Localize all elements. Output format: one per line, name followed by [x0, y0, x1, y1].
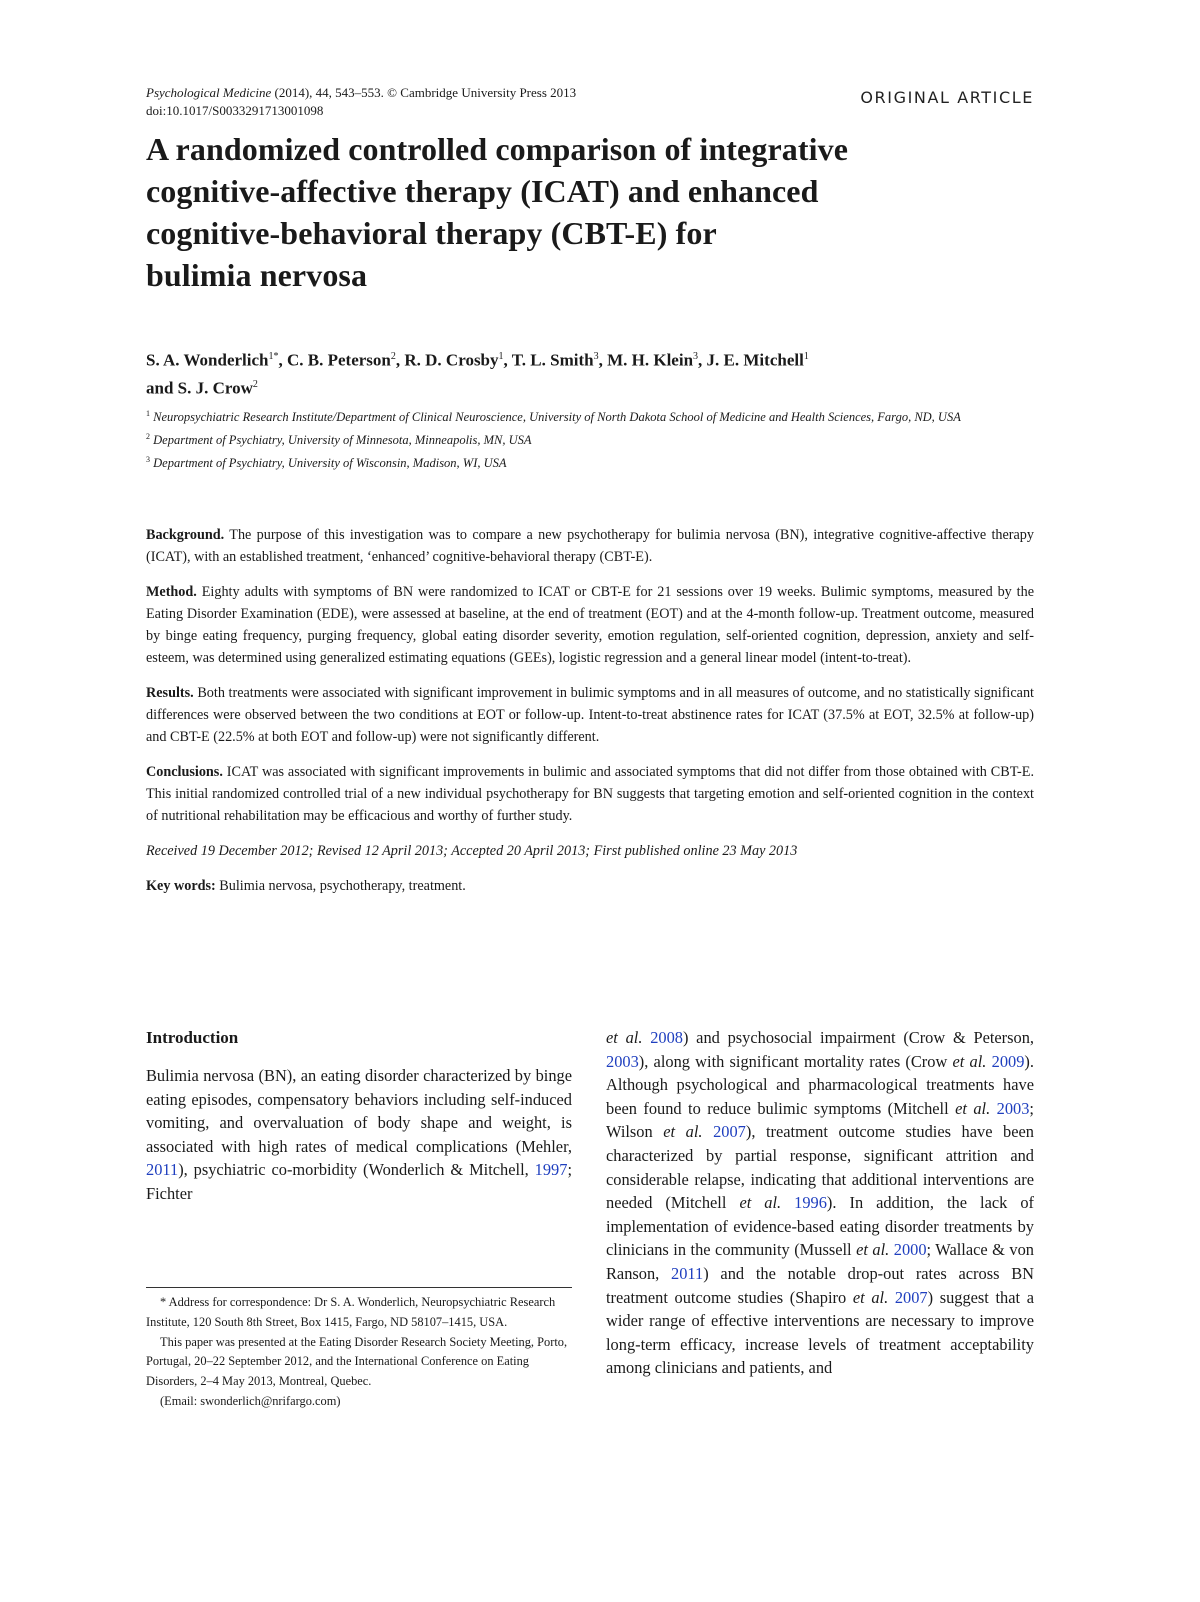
- author-affil-mark: 3: [693, 351, 699, 362]
- publication-dates: Received 19 December 2012; Revised 12 April 2013; Accepted 20 April 2013; First published online 23 May 2013: [146, 843, 798, 859]
- abstract-conclusions: [146, 761, 1034, 827]
- text-run: ; Wilson: [606, 1098, 1034, 1142]
- affiliation-1: [146, 404, 1026, 427]
- section-label: Method.: [146, 584, 197, 600]
- affil-text: Department of Psychiatry, University of Minnesota, Minneapolis, MN, USA: [153, 433, 532, 448]
- text-run: ; Wallace & von Ranson,: [606, 1240, 1034, 1283]
- author: S. A. Wonderlich: [146, 350, 269, 370]
- author: M. H. Klein: [607, 350, 694, 370]
- citation-link[interactable]: 2003: [996, 1098, 1030, 1118]
- journal-header: [146, 84, 576, 120]
- paper-title: [146, 128, 1046, 296]
- citation-link[interactable]: 2000: [893, 1240, 927, 1260]
- text-run: ). In addition, the lack of implementation of evidence-based eating disorder treatments by clinicians in the community (Mussell: [606, 1193, 1034, 1260]
- section-heading: Introduction: [146, 1028, 239, 1047]
- text-run: et al.: [663, 1122, 703, 1142]
- journal-name: Psychological Medicine: [146, 85, 272, 100]
- abstract-background: [146, 524, 1034, 568]
- title-line: cognitive-affective therapy (ICAT) and enhanced: [146, 173, 819, 209]
- footnote-address: [146, 1293, 572, 1333]
- text-run: et al.: [856, 1240, 890, 1260]
- author: R. D. Crosby: [404, 350, 499, 370]
- affil-num: 3: [146, 455, 150, 465]
- text-run: et al.: [739, 1193, 782, 1213]
- text-run: ; Fichter: [146, 1160, 572, 1203]
- title-line: bulimia nervosa: [146, 257, 368, 293]
- text-run: et al.: [955, 1098, 991, 1118]
- section-label: Results.: [146, 685, 194, 701]
- section-label: Background.: [146, 527, 225, 543]
- abstract: [146, 524, 1034, 910]
- citation-link[interactable]: 1997: [534, 1160, 568, 1180]
- footnote-divider: [146, 1287, 572, 1288]
- section-text: The purpose of this investigation was to compare a new psychotherapy for bulimia nervosa (BN), integrative cognitive-affective therapy (ICAT), with an established treatment, ‘enhanced’ cognitive-behavioral therapy (CBT-E).: [146, 527, 1034, 565]
- corresponding-mark: *: [273, 351, 279, 362]
- affil-text: Department of Psychiatry, University of Wisconsin, Madison, WI, USA: [153, 456, 507, 471]
- text-run: ), along with significant mortality rates (Crow: [638, 1051, 953, 1071]
- author-affil-mark: 1: [803, 351, 809, 362]
- citation-link[interactable]: 2003: [606, 1051, 639, 1071]
- text-run: ), treatment outcome studies have been characterized by partial response, significant attrition and considerable relapse, indicating that additional interventions are needed (Mitchell: [606, 1122, 1034, 1213]
- section-text: ICAT was associated with significant improvements in bulimic and associated symptoms that did not differ from those obtained with CBT-E. This initial randomized controlled trial of a new individual psychotherapy for BN suggests that targeting emotion and self-oriented cognition in the context of nutritional rehabilitation may be efficacious and worthy of further study.: [146, 764, 1034, 824]
- author-affil-mark: 2: [252, 378, 258, 390]
- journal-citation: (2014), 44, 543–553. © Cambridge University Press 2013: [271, 85, 577, 100]
- body-paragraph: [146, 1064, 572, 1206]
- section-text: Both treatments were associated with significant improvement in bulimic symptoms and in all measures of outcome, and no statistically significant differences were observed between the two conditions at EOT or follow-up. Intent-to-treat abstinence rates for ICAT (37.5% at EOT, 32.5% at follow-up) and CBT-E (22.5% at both EOT and follow-up) were not significantly different.: [146, 685, 1034, 745]
- text-run: Bulimia nervosa (BN), an eating disorder characterized by binge eating episodes, compensatory behaviors including self-induced vomiting, and overvaluation of body shape and weight, is associated with high rates of medical complications (Mehler,: [146, 1066, 572, 1156]
- section-text: Eighty adults with symptoms of BN were randomized to ICAT or CBT-E for 21 sessions over 19 weeks. Bulimic symptoms, measured by the Eating Disorder Examination (EDE), were assessed at baseline, at the end of treatment (EOT) and at the 4-month follow-up. Treatment outcome, measured by binge eating frequency, purging frequency, global eating disorder severity, emotion regulation, self-oriented cognition, depression, anxiety and self-esteem, was determined using generalized estimating equations (GEEs), logistic regression and a general linear model (intent-to-treat).: [146, 584, 1034, 666]
- author-list: S. A. Wonderlich$^{1*}$, C. B. Peterson$^2$, R. D. Crosby$^1$, T. L. Smith$^3$, M. H. Klein$^3$, J. E. Mitchell$^1$ and S. J. Crow$^2$: [146, 350, 809, 398]
- abstract-results: [146, 682, 1034, 748]
- text-run: ), psychiatric co-morbidity (Wonderlich & Mitchell,: [178, 1160, 535, 1180]
- footnote-mark: *: [160, 1295, 167, 1309]
- footnote: [146, 1293, 572, 1412]
- article-type: ORIGINAL ARTICLE: [860, 88, 1034, 107]
- citation-link[interactable]: 1996: [794, 1193, 827, 1213]
- affil-text: Neuropsychiatric Research Institute/Department of Clinical Neuroscience, University of North Dakota School of Medicine and Health Sciences, Fargo, ND, USA: [153, 410, 961, 425]
- citation-link[interactable]: 2011: [671, 1263, 704, 1283]
- author: T. L. Smith: [511, 350, 594, 370]
- text-run: ) and psychosocial impairment (Crow & Peterson,: [682, 1028, 1034, 1047]
- citation-link[interactable]: 2009: [991, 1051, 1025, 1071]
- footnote-text: Address for correspondence: Dr S. A. Wonderlich, Neuropsychiatric Research Institute, 120 South 8th Street, Box 1415, Fargo, ND 58107–1415, USA.: [146, 1295, 556, 1329]
- citation-link[interactable]: 2011: [146, 1160, 179, 1180]
- citation-link[interactable]: 2008: [650, 1028, 683, 1047]
- body-paragraph: [606, 1026, 1034, 1380]
- affiliations: [146, 404, 1026, 473]
- text-run: ) and the notable drop-out rates across BN treatment outcome studies (Shapiro: [606, 1263, 1034, 1307]
- body-column-left: [146, 1026, 572, 1206]
- affiliation-2: [146, 427, 1026, 450]
- author-affil-mark: 1: [498, 351, 504, 362]
- affiliation-3: [146, 450, 1026, 473]
- doi[interactable]: doi:10.1017/S0033291713001098: [146, 103, 324, 118]
- citation-link[interactable]: 2007: [894, 1287, 928, 1307]
- author: S. J. Crow: [177, 378, 253, 398]
- author-affil-mark: 1: [268, 351, 274, 362]
- footnote-email[interactable]: (Email: swonderlich@nrifargo.com): [160, 1393, 341, 1408]
- author-affil-mark: 3: [593, 351, 599, 362]
- author: J. E. Mitchell: [706, 350, 804, 370]
- body-column-right: [606, 1026, 1034, 1380]
- text-run: et al.: [606, 1028, 643, 1047]
- text-run: ). Although psychological and pharmacological treatments have been found to reduce bulimic symptoms (Mitchell: [606, 1051, 1034, 1118]
- keywords: [146, 875, 1034, 897]
- section-text: Bulimia nervosa, psychotherapy, treatment.: [215, 878, 466, 894]
- affil-num: 1: [146, 409, 150, 418]
- title-line: cognitive-behavioral therapy (CBT-E) for: [146, 215, 717, 251]
- footnote-presented: This paper was presented at the Eating Disorder Research Society Meeting, Porto, Portugal, 20–22 September 2012, and the International Conference on Eating Disorders, 2–4 May 2013, Montreal, Quebec.: [146, 1334, 568, 1389]
- text-run: et al.: [952, 1051, 987, 1071]
- affil-num: 2: [146, 432, 150, 442]
- citation-link[interactable]: 2007: [713, 1122, 746, 1142]
- author-affil-mark: 2: [390, 351, 396, 362]
- title-line: A randomized controlled comparison of integrative: [146, 131, 849, 167]
- abstract-method: [146, 581, 1034, 669]
- text-run: ) suggest that a wider range of effective interventions are necessary to improve long-term efficacy, increase levels of treatment acceptability among clinicians and patients, and: [606, 1287, 1034, 1378]
- text-run: et al.: [852, 1287, 889, 1307]
- author: C. B. Peterson: [287, 350, 391, 370]
- section-label: Key words:: [146, 878, 216, 894]
- section-label: Conclusions.: [146, 764, 223, 780]
